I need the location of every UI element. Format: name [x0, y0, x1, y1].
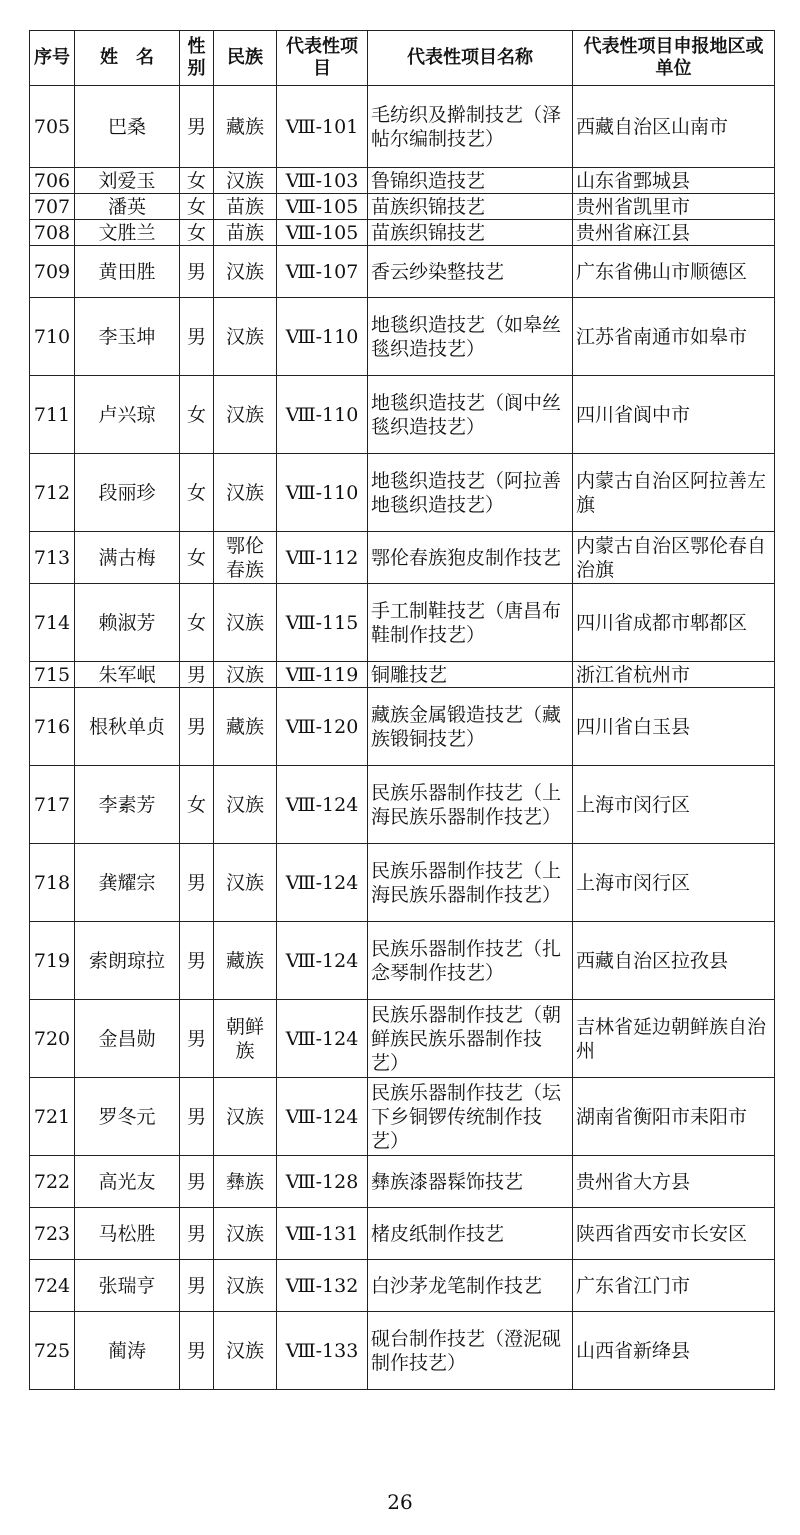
header-gender: 性别: [180, 31, 214, 86]
cell-name: 朱军岷: [75, 662, 180, 688]
cell-name: 索朗琼拉: [75, 922, 180, 1000]
cell-ethnicity: 汉族: [214, 376, 277, 454]
table-row: [30, 844, 775, 922]
cell-code: Ⅷ-124: [277, 1078, 368, 1156]
cell-gender: 女: [180, 532, 214, 584]
table-row: [30, 168, 775, 194]
cell-ethnicity: 彝族: [214, 1156, 277, 1208]
cell-region: 四川省白玉县: [573, 688, 775, 766]
cell-ethnicity: 汉族: [214, 246, 277, 298]
cell-name: 赖淑芳: [75, 584, 180, 662]
table-row: [30, 454, 775, 532]
table-row: [30, 1078, 775, 1156]
cell-project: 苗族织锦技艺: [368, 220, 573, 246]
table-header: [30, 31, 775, 86]
cell-ethnicity: 汉族: [214, 454, 277, 532]
cell-region: 贵州省大方县: [573, 1156, 775, 1208]
cell-project: 民族乐器制作技艺（上海民族乐器制作技艺）: [368, 844, 573, 922]
cell-name: 文胜兰: [75, 220, 180, 246]
cell-seq: 715: [30, 662, 75, 688]
cell-ethnicity: 汉族: [214, 168, 277, 194]
cell-seq: 714: [30, 584, 75, 662]
cell-project: 鲁锦织造技艺: [368, 168, 573, 194]
cell-seq: 716: [30, 688, 75, 766]
cell-seq: 720: [30, 1000, 75, 1078]
cell-ethnicity: 汉族: [214, 1208, 277, 1260]
cell-region: 山东省鄄城县: [573, 168, 775, 194]
cell-code: Ⅷ-115: [277, 584, 368, 662]
cell-gender: 男: [180, 246, 214, 298]
header-seq: 序号: [30, 31, 75, 86]
cell-name: 金昌勋: [75, 1000, 180, 1078]
cell-gender: 男: [180, 922, 214, 1000]
table-row: [30, 194, 775, 220]
cell-project: 手工制鞋技艺（唐昌布鞋制作技艺）: [368, 584, 573, 662]
cell-region: 内蒙古自治区阿拉善左旗: [573, 454, 775, 532]
cell-region: 陕西省西安市长安区: [573, 1208, 775, 1260]
cell-name: 龚耀宗: [75, 844, 180, 922]
header-region: 代表性项目申报地区或单位: [573, 31, 775, 86]
cell-project: 地毯织造技艺（如皋丝毯织造技艺）: [368, 298, 573, 376]
cell-project: 民族乐器制作技艺（扎念琴制作技艺）: [368, 922, 573, 1000]
cell-code: Ⅷ-120: [277, 688, 368, 766]
cell-gender: 女: [180, 220, 214, 246]
cell-project: 地毯织造技艺（阆中丝毯织造技艺）: [368, 376, 573, 454]
cell-name: 马松胜: [75, 1208, 180, 1260]
cell-seq: 719: [30, 922, 75, 1000]
cell-name: 高光友: [75, 1156, 180, 1208]
cell-code: Ⅷ-110: [277, 376, 368, 454]
cell-region: 浙江省杭州市: [573, 662, 775, 688]
cell-gender: 男: [180, 688, 214, 766]
cell-code: Ⅷ-110: [277, 298, 368, 376]
cell-gender: 女: [180, 454, 214, 532]
cell-name: 李素芳: [75, 766, 180, 844]
cell-region: 吉林省延边朝鲜族自治州: [573, 1000, 775, 1078]
cell-region: 内蒙古自治区鄂伦春自治旗: [573, 532, 775, 584]
table-row: [30, 662, 775, 688]
cell-gender: 男: [180, 1156, 214, 1208]
cell-region: 西藏自治区拉孜县: [573, 922, 775, 1000]
cell-name: 卢兴琼: [75, 376, 180, 454]
cell-seq: 724: [30, 1260, 75, 1312]
cell-region: 上海市闵行区: [573, 844, 775, 922]
cell-region: 湖南省衡阳市耒阳市: [573, 1078, 775, 1156]
cell-gender: 男: [180, 1000, 214, 1078]
cell-region: 四川省成都市郫都区: [573, 584, 775, 662]
cell-ethnicity: 藏族: [214, 922, 277, 1000]
cell-gender: 男: [180, 298, 214, 376]
cell-project: 毛纺织及擀制技艺（泽帖尔编制技艺）: [368, 86, 573, 168]
cell-gender: 女: [180, 766, 214, 844]
cell-name: 根秋单贞: [75, 688, 180, 766]
cell-gender: 男: [180, 662, 214, 688]
cell-ethnicity: 苗族: [214, 194, 277, 220]
cell-ethnicity: 汉族: [214, 1260, 277, 1312]
cell-gender: 女: [180, 376, 214, 454]
cell-gender: 女: [180, 584, 214, 662]
cell-project: 藏族金属锻造技艺（藏族锻铜技艺）: [368, 688, 573, 766]
cell-code: Ⅷ-124: [277, 922, 368, 1000]
table-row: [30, 298, 775, 376]
cell-code: Ⅷ-124: [277, 1000, 368, 1078]
cell-project: 香云纱染整技艺: [368, 246, 573, 298]
cell-project: 民族乐器制作技艺（坛下乡铜锣传统制作技艺）: [368, 1078, 573, 1156]
cell-project: 楮皮纸制作技艺: [368, 1208, 573, 1260]
cell-ethnicity: 朝鲜族: [214, 1000, 277, 1078]
cell-code: Ⅷ-105: [277, 194, 368, 220]
table-body: [30, 86, 775, 1390]
cell-project: 鄂伦春族狍皮制作技艺: [368, 532, 573, 584]
cell-code: Ⅷ-119: [277, 662, 368, 688]
cell-project: 苗族织锦技艺: [368, 194, 573, 220]
cell-seq: 718: [30, 844, 75, 922]
cell-gender: 男: [180, 1208, 214, 1260]
cell-seq: 708: [30, 220, 75, 246]
cell-name: 罗冬元: [75, 1078, 180, 1156]
cell-name: 潘英: [75, 194, 180, 220]
cell-project: 彝族漆器髹饰技艺: [368, 1156, 573, 1208]
cell-code: Ⅷ-101: [277, 86, 368, 168]
table-row: [30, 1312, 775, 1390]
cell-code: Ⅷ-124: [277, 844, 368, 922]
cell-ethnicity: 汉族: [214, 1312, 277, 1390]
cell-name: 刘爱玉: [75, 168, 180, 194]
cell-ethnicity: 汉族: [214, 298, 277, 376]
cell-project: 砚台制作技艺（澄泥砚制作技艺）: [368, 1312, 573, 1390]
cell-name: 李玉坤: [75, 298, 180, 376]
cell-name: 张瑞亨: [75, 1260, 180, 1312]
cell-seq: 725: [30, 1312, 75, 1390]
cell-seq: 710: [30, 298, 75, 376]
cell-ethnicity: 藏族: [214, 86, 277, 168]
cell-ethnicity: 汉族: [214, 766, 277, 844]
cell-code: Ⅷ-103: [277, 168, 368, 194]
table-row: [30, 1000, 775, 1078]
cell-region: 贵州省凯里市: [573, 194, 775, 220]
cell-seq: 721: [30, 1078, 75, 1156]
cell-gender: 男: [180, 86, 214, 168]
table-row: [30, 688, 775, 766]
cell-seq: 706: [30, 168, 75, 194]
table-row: [30, 922, 775, 1000]
inheritor-table: [29, 30, 775, 1390]
cell-gender: 男: [180, 1312, 214, 1390]
cell-project: 地毯织造技艺（阿拉善地毯织造技艺）: [368, 454, 573, 532]
cell-seq: 712: [30, 454, 75, 532]
cell-seq: 722: [30, 1156, 75, 1208]
cell-ethnicity: 汉族: [214, 584, 277, 662]
header-ethnicity: 民族: [214, 31, 277, 86]
cell-code: Ⅷ-132: [277, 1260, 368, 1312]
table-row: [30, 766, 775, 844]
cell-code: Ⅷ-112: [277, 532, 368, 584]
cell-seq: 723: [30, 1208, 75, 1260]
cell-ethnicity: 藏族: [214, 688, 277, 766]
header-row: [30, 31, 775, 86]
cell-project: 白沙茅龙笔制作技艺: [368, 1260, 573, 1312]
cell-gender: 男: [180, 1260, 214, 1312]
cell-gender: 男: [180, 1078, 214, 1156]
cell-gender: 女: [180, 168, 214, 194]
cell-name: 满古梅: [75, 532, 180, 584]
cell-region: 四川省阆中市: [573, 376, 775, 454]
cell-name: 黄田胜: [75, 246, 180, 298]
cell-region: 广东省佛山市顺德区: [573, 246, 775, 298]
cell-seq: 717: [30, 766, 75, 844]
cell-ethnicity: 苗族: [214, 220, 277, 246]
cell-ethnicity: 汉族: [214, 662, 277, 688]
cell-project: 民族乐器制作技艺（朝鲜族民族乐器制作技艺）: [368, 1000, 573, 1078]
table-row: [30, 376, 775, 454]
table-row: [30, 532, 775, 584]
cell-name: 巴桑: [75, 86, 180, 168]
cell-code: Ⅷ-107: [277, 246, 368, 298]
cell-code: Ⅷ-105: [277, 220, 368, 246]
cell-code: Ⅷ-128: [277, 1156, 368, 1208]
cell-region: 西藏自治区山南市: [573, 86, 775, 168]
cell-region: 贵州省麻江县: [573, 220, 775, 246]
table-row: [30, 1208, 775, 1260]
cell-seq: 713: [30, 532, 75, 584]
cell-code: Ⅷ-131: [277, 1208, 368, 1260]
cell-seq: 709: [30, 246, 75, 298]
cell-seq: 707: [30, 194, 75, 220]
table-row: [30, 584, 775, 662]
cell-region: 江苏省南通市如皋市: [573, 298, 775, 376]
table-row: [30, 1260, 775, 1312]
cell-project: 铜雕技艺: [368, 662, 573, 688]
cell-gender: 女: [180, 194, 214, 220]
cell-ethnicity: 鄂伦春族: [214, 532, 277, 584]
page-number: 26: [387, 1490, 413, 1514]
cell-gender: 男: [180, 844, 214, 922]
cell-project: 民族乐器制作技艺（上海民族乐器制作技艺）: [368, 766, 573, 844]
cell-code: Ⅷ-133: [277, 1312, 368, 1390]
header-name: 姓 名: [75, 31, 180, 86]
cell-ethnicity: 汉族: [214, 1078, 277, 1156]
header-project: 代表性项目名称: [368, 31, 573, 86]
cell-region: 山西省新绛县: [573, 1312, 775, 1390]
cell-seq: 705: [30, 86, 75, 168]
table-row: [30, 86, 775, 168]
cell-seq: 711: [30, 376, 75, 454]
cell-name: 蔺涛: [75, 1312, 180, 1390]
cell-code: Ⅷ-110: [277, 454, 368, 532]
header-code: 代表性项目: [277, 31, 368, 86]
cell-name: 段丽珍: [75, 454, 180, 532]
cell-region: 上海市闵行区: [573, 766, 775, 844]
table-row: [30, 220, 775, 246]
table-row: [30, 246, 775, 298]
cell-ethnicity: 汉族: [214, 844, 277, 922]
table-row: [30, 1156, 775, 1208]
cell-region: 广东省江门市: [573, 1260, 775, 1312]
cell-code: Ⅷ-124: [277, 766, 368, 844]
